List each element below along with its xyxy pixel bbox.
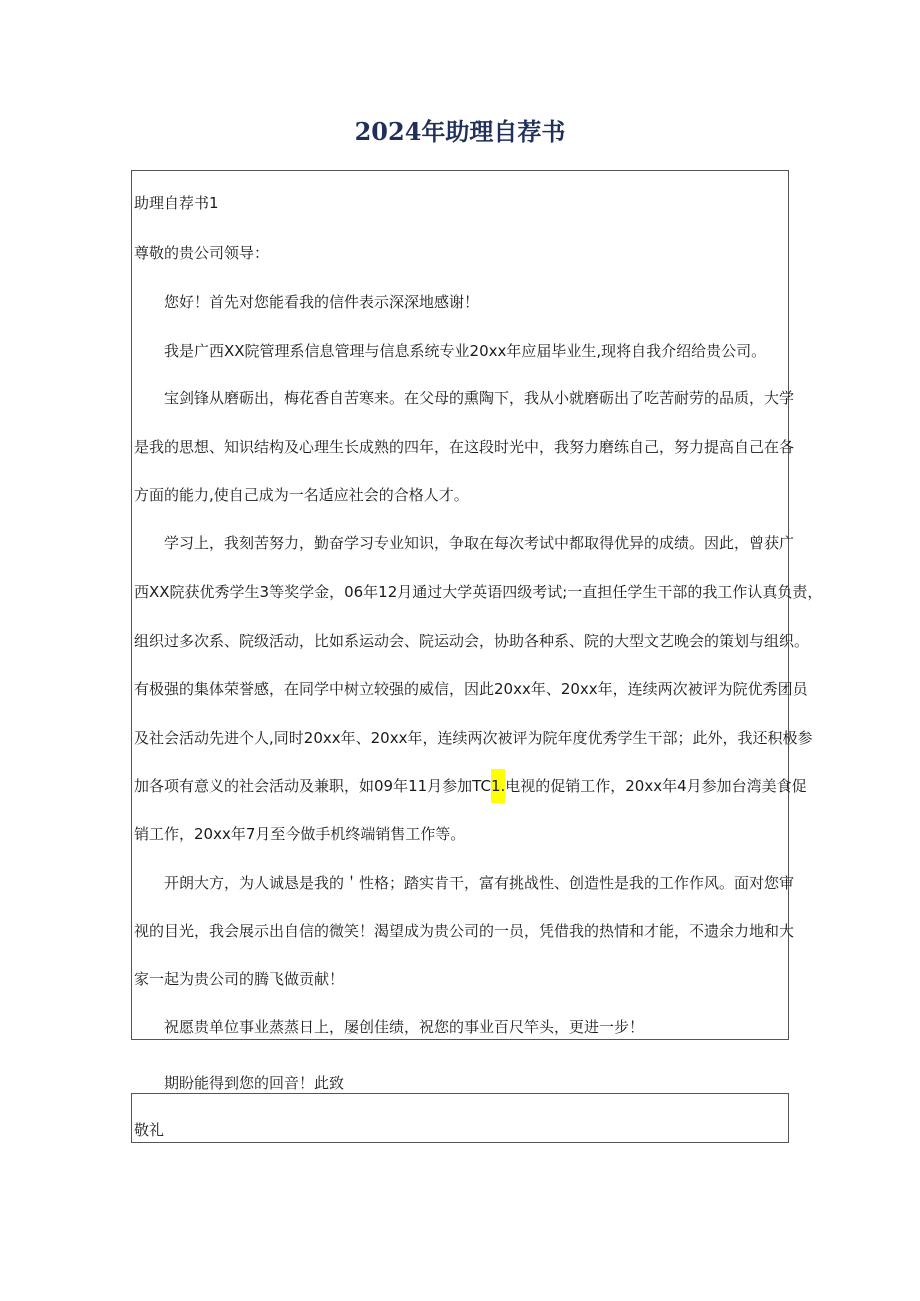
paragraph-personality-line-1: 开朗大方，为人诚恳是我的＇性格；踏实肯干，富有挑战性、创造性是我的工作作风。面对您审 [164,874,795,892]
paragraph-study-line-5: 及社会活动先进个人,同时20xx年、20xx年，连续两次被评为院年度优秀学生干部；此外，我还积极参 [134,729,813,747]
letter-heading: 助理自荐书1 [134,194,219,212]
study-line-6-part-b: 电视的促销工作，20xx年4月参加台湾美食促 [505,777,807,795]
closing-salute: 敬礼 [134,1121,165,1139]
paragraph-study-line-7: 销工作，20xx年7月至今做手机终端销售工作等。 [134,825,466,843]
paragraph-character-line-2: 是我的思想、知识结构及心理生长成熟的四年，在这段时光中，我努力磨练自己，努力提高自己在各 [134,438,795,456]
paragraph-study-line-3: 组织过多次系、院级活动，比如系运动会、院运动会，协助各种系、院的大型文艺晚会的策划与组织。 [134,632,810,650]
closing-box [131,1093,789,1143]
paragraph-study-line-6 [134,775,807,797]
paragraph-intro: 我是广西XX院管理系信息管理与信息系统专业20xx年应届毕业生,现将自我介绍给贵公司。 [164,342,767,360]
paragraph-personality-line-2: 视的目光，我会展示出自信的微笑！渴望成为贵公司的一员，凭借我的热情和才能，不遗余力地和大 [134,922,795,940]
paragraph-character-line-3: 方面的能力,使自己成为一名适应社会的合格人才。 [134,486,469,504]
paragraph-character-line-1: 宝剑锋从磨砺出，梅花香自苦寒来。在父母的熏陶下，我从小就磨砺出了吃苦耐劳的品质，大学 [164,389,795,407]
paragraph-personality-line-3: 家一起为贵公司的腾飞做贡献！ [134,970,345,988]
highlighted-text: 1. [491,769,505,803]
document-title: 2024年助理自荐书 [354,117,566,146]
study-line-6-part-a: 加各项有意义的社会活动及兼职，如09年11月参加TC [134,777,491,795]
paragraph-greeting: 您好！首先对您能看我的信件表示深深地感谢！ [164,293,480,311]
paragraph-wishes: 祝愿贵单位事业蒸蒸日上，屡创佳绩，祝您的事业百尺竿头，更进一步！ [164,1018,645,1036]
paragraph-study-line-2: 西XX院获优秀学生3等奖学金，06年12月通过大学英语四级考试;一直担任学生干部的我工作认真负责， [134,583,823,601]
paragraph-study-line-1: 学习上，我刻苦努力，勤奋学习专业知识，争取在每次考试中都取得优异的成绩。因此，曾获广 [164,534,795,552]
paragraph-study-line-4: 有极强的集体荣誉感，在同学中树立较强的威信，因此20xx年、20xx年，连续两次被评为院优秀团员 [134,680,808,698]
salutation: 尊敬的贵公司领导： [134,244,270,262]
paragraph-hope: 期盼能得到您的回音！此致 [164,1074,345,1092]
